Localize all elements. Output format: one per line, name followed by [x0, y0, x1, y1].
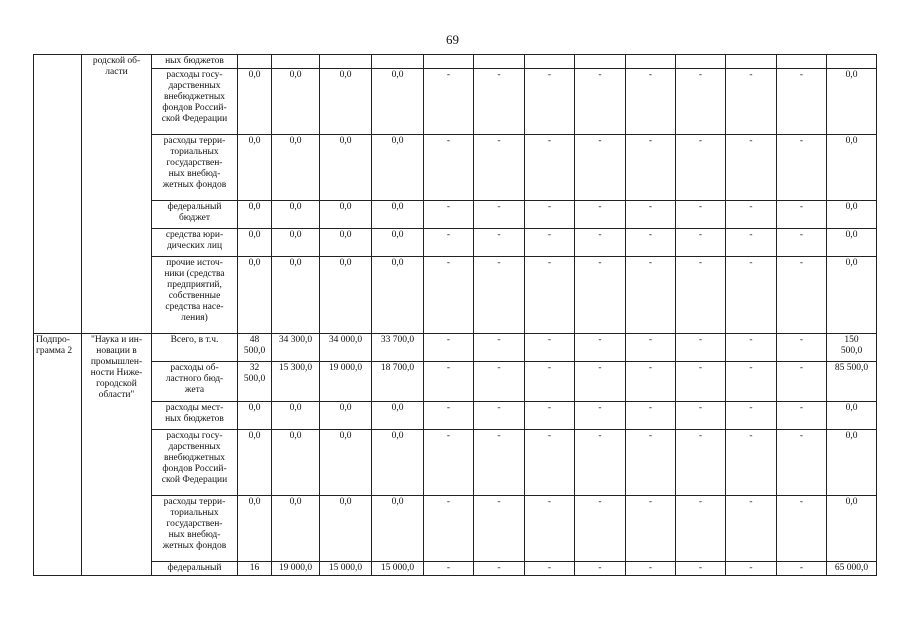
value-cell — [320, 55, 372, 69]
value-cell: - — [474, 229, 525, 257]
value-cell: 15 000,0 — [372, 562, 424, 576]
value-cell: - — [626, 257, 676, 334]
value-cell: - — [424, 362, 474, 402]
value-cell: - — [525, 562, 575, 576]
value-cell: - — [777, 562, 827, 576]
value-cell: - — [676, 430, 726, 496]
value-cell: - — [676, 402, 726, 430]
value-cell: - — [726, 69, 777, 135]
value-cell: 0,0 — [272, 135, 320, 201]
value-cell: - — [575, 257, 626, 334]
value-cell: - — [424, 201, 474, 229]
table-row — [34, 496, 877, 562]
value-cell: 33 700,0 — [372, 334, 424, 362]
value-cell: - — [676, 562, 726, 576]
value-cell: - — [474, 257, 525, 334]
funding-source-cell: расходы терри- ториальных государствен- ных внебюд- жетных фондов — [152, 135, 238, 201]
value-cell: - — [575, 430, 626, 496]
value-cell: 0,0 — [372, 257, 424, 334]
value-cell: - — [424, 334, 474, 362]
value-cell — [676, 55, 726, 69]
value-cell: - — [474, 562, 525, 576]
value-cell: 0,0 — [272, 257, 320, 334]
value-cell: 0,0 — [320, 229, 372, 257]
value-cell: - — [676, 496, 726, 562]
value-cell: - — [626, 362, 676, 402]
value-cell: 0,0 — [320, 69, 372, 135]
value-cell: - — [575, 201, 626, 229]
value-cell: - — [726, 496, 777, 562]
value-cell: - — [525, 69, 575, 135]
table-row — [34, 402, 877, 430]
value-cell: 65 000,0 — [827, 562, 877, 576]
value-cell: 0,0 — [320, 135, 372, 201]
value-cell: 85 500,0 — [827, 362, 877, 402]
value-cell: - — [525, 257, 575, 334]
value-cell: - — [575, 402, 626, 430]
value-cell: 0,0 — [238, 201, 272, 229]
value-cell: 0,0 — [238, 135, 272, 201]
value-cell: - — [525, 430, 575, 496]
value-cell: - — [474, 201, 525, 229]
table-row — [34, 334, 877, 362]
value-cell: - — [575, 69, 626, 135]
value-cell — [372, 55, 424, 69]
value-cell: - — [626, 402, 676, 430]
budget-table-body — [34, 55, 877, 576]
value-cell: - — [474, 402, 525, 430]
value-cell: - — [525, 362, 575, 402]
value-cell: - — [777, 229, 827, 257]
value-cell: - — [525, 334, 575, 362]
funding-source-cell: Всего, в т.ч. — [152, 334, 238, 362]
value-cell: - — [525, 135, 575, 201]
value-cell: 19 000,0 — [320, 362, 372, 402]
value-cell: - — [626, 135, 676, 201]
value-cell: - — [676, 257, 726, 334]
value-cell: - — [525, 402, 575, 430]
value-cell: - — [424, 69, 474, 135]
value-cell: 0,0 — [372, 496, 424, 562]
funding-source-cell: расходы мест- ных бюджетов — [152, 402, 238, 430]
table-row — [34, 229, 877, 257]
value-cell — [575, 55, 626, 69]
value-cell: - — [424, 135, 474, 201]
value-cell: 0,0 — [272, 430, 320, 496]
table-row — [34, 69, 877, 135]
budget-table — [33, 54, 877, 576]
value-cell: 150 500,0 — [827, 334, 877, 362]
value-cell: 0,0 — [238, 69, 272, 135]
value-cell — [777, 55, 827, 69]
value-cell: - — [474, 135, 525, 201]
value-cell: 0,0 — [272, 402, 320, 430]
value-cell: 0,0 — [320, 201, 372, 229]
value-cell: 0,0 — [372, 135, 424, 201]
value-cell: - — [474, 334, 525, 362]
value-cell: - — [726, 362, 777, 402]
table-row — [34, 257, 877, 334]
table-row — [34, 55, 877, 69]
table-row — [34, 430, 877, 496]
funding-source-cell: расходы госу- дарственных внебюджетных фондов Россий- ской Федерации — [152, 69, 238, 135]
value-cell: - — [676, 229, 726, 257]
value-cell: - — [424, 257, 474, 334]
value-cell: - — [726, 229, 777, 257]
value-cell: - — [424, 229, 474, 257]
funding-source-cell: федеральный бюджет — [152, 201, 238, 229]
program-name-cell: "Наука и ин- новации в промышлен- ности Ниже- городской области" — [82, 334, 152, 576]
value-cell — [272, 55, 320, 69]
subprogram-cell — [34, 55, 82, 334]
table-row — [34, 135, 877, 201]
value-cell: - — [726, 562, 777, 576]
value-cell: - — [726, 334, 777, 362]
value-cell: - — [525, 496, 575, 562]
value-cell: - — [525, 229, 575, 257]
value-cell: - — [777, 430, 827, 496]
table-row — [34, 201, 877, 229]
value-cell: - — [626, 496, 676, 562]
value-cell: - — [726, 430, 777, 496]
value-cell: 0,0 — [272, 201, 320, 229]
value-cell: 15 000,0 — [320, 562, 372, 576]
value-cell: - — [777, 402, 827, 430]
value-cell: 0,0 — [320, 496, 372, 562]
funding-source-cell: расходы об- ластного бюд- жета — [152, 362, 238, 402]
value-cell: 18 700,0 — [372, 362, 424, 402]
value-cell — [726, 55, 777, 69]
value-cell: 48 500,0 — [238, 334, 272, 362]
value-cell: - — [474, 496, 525, 562]
value-cell — [525, 55, 575, 69]
value-cell: 0,0 — [320, 430, 372, 496]
value-cell: - — [474, 362, 525, 402]
value-cell: - — [626, 69, 676, 135]
page-number: 69 — [446, 32, 459, 47]
value-cell: - — [424, 402, 474, 430]
value-cell: 0,0 — [827, 201, 877, 229]
value-cell: - — [676, 334, 726, 362]
value-cell: 19 000,0 — [272, 562, 320, 576]
funding-source-cell: расходы терри- ториальных государствен- ных внебюд- жетных фондов — [152, 496, 238, 562]
funding-source-cell: ных бюджетов — [152, 55, 238, 69]
value-cell: 0,0 — [320, 257, 372, 334]
value-cell: 0,0 — [272, 69, 320, 135]
value-cell — [424, 55, 474, 69]
value-cell: - — [626, 334, 676, 362]
value-cell: 0,0 — [827, 496, 877, 562]
value-cell: - — [626, 562, 676, 576]
value-cell: - — [424, 562, 474, 576]
value-cell: 0,0 — [272, 229, 320, 257]
funding-source-cell: средства юри- дических лиц — [152, 229, 238, 257]
value-cell: - — [726, 257, 777, 334]
value-cell: 0,0 — [238, 229, 272, 257]
value-cell: 0,0 — [372, 229, 424, 257]
table-row — [34, 562, 877, 576]
funding-source-cell: прочие источ- ники (средства предприятий, собственные средства насе- ления) — [152, 257, 238, 334]
value-cell: - — [424, 496, 474, 562]
value-cell: - — [777, 362, 827, 402]
value-cell: 0,0 — [238, 257, 272, 334]
value-cell: - — [777, 135, 827, 201]
value-cell: - — [777, 69, 827, 135]
value-cell: - — [777, 496, 827, 562]
value-cell: 0,0 — [238, 402, 272, 430]
value-cell — [626, 55, 676, 69]
value-cell: - — [726, 201, 777, 229]
value-cell — [474, 55, 525, 69]
value-cell: - — [726, 135, 777, 201]
value-cell: - — [726, 402, 777, 430]
value-cell: 0,0 — [827, 229, 877, 257]
value-cell: - — [474, 69, 525, 135]
value-cell: 0,0 — [827, 69, 877, 135]
value-cell: 0,0 — [827, 135, 877, 201]
value-cell: - — [676, 362, 726, 402]
value-cell: - — [626, 229, 676, 257]
value-cell: - — [777, 257, 827, 334]
table-row — [34, 362, 877, 402]
value-cell: - — [676, 135, 726, 201]
value-cell: 0,0 — [372, 69, 424, 135]
subprogram-cell: Подпро- грамма 2 — [34, 334, 82, 576]
value-cell: 0,0 — [372, 430, 424, 496]
funding-source-cell: расходы госу- дарственных внебюджетных фондов Россий- ской Федерации — [152, 430, 238, 496]
value-cell: - — [626, 430, 676, 496]
value-cell: 0,0 — [272, 496, 320, 562]
value-cell: 0,0 — [372, 201, 424, 229]
value-cell: - — [525, 201, 575, 229]
value-cell: - — [575, 362, 626, 402]
value-cell — [238, 55, 272, 69]
value-cell: 32 500,0 — [238, 362, 272, 402]
value-cell: 0,0 — [238, 496, 272, 562]
value-cell: - — [575, 496, 626, 562]
value-cell: - — [777, 201, 827, 229]
value-cell: - — [474, 430, 525, 496]
value-cell: 0,0 — [372, 402, 424, 430]
value-cell: 0,0 — [827, 402, 877, 430]
value-cell: - — [676, 201, 726, 229]
value-cell: 15 300,0 — [272, 362, 320, 402]
value-cell: - — [777, 334, 827, 362]
value-cell: - — [424, 430, 474, 496]
value-cell: - — [575, 334, 626, 362]
value-cell: 0,0 — [320, 402, 372, 430]
value-cell: 34 300,0 — [272, 334, 320, 362]
funding-source-cell: федеральный — [152, 562, 238, 576]
value-cell: 0,0 — [827, 430, 877, 496]
value-cell: - — [626, 201, 676, 229]
value-cell: 0,0 — [827, 257, 877, 334]
value-cell: - — [676, 69, 726, 135]
value-cell: 16 — [238, 562, 272, 576]
program-name-cell: родской об- ласти — [82, 55, 152, 334]
value-cell: - — [575, 135, 626, 201]
value-cell: 34 000,0 — [320, 334, 372, 362]
value-cell — [827, 55, 877, 69]
value-cell: 0,0 — [238, 430, 272, 496]
value-cell: - — [575, 229, 626, 257]
value-cell: - — [575, 562, 626, 576]
